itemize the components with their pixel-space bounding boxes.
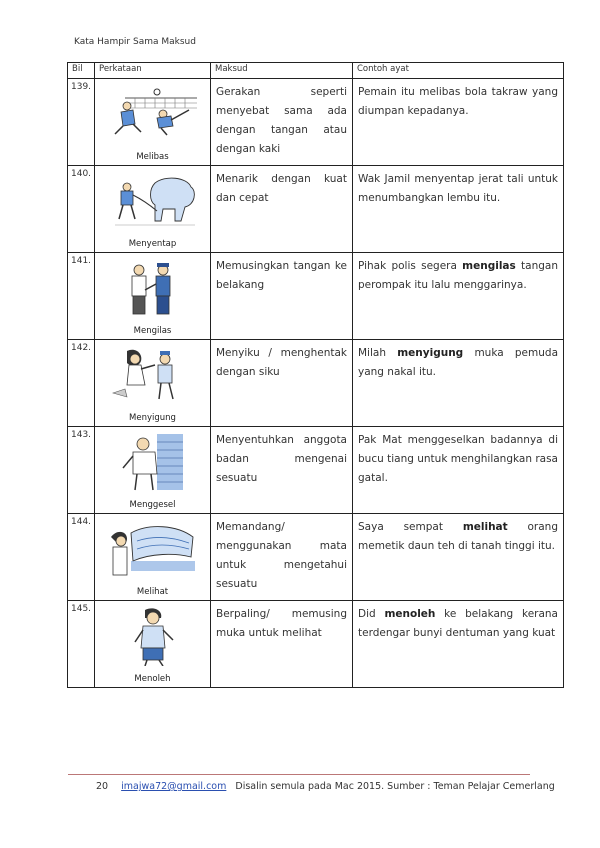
table-header-row [68,63,564,79]
word-cell [95,340,211,427]
contoh-text-end: tangan perompak itu lalu menggarinya. [358,260,558,291]
contoh-text: Wak Jamil menyentap jerat tali untuk menumbangkan lembu itu. [358,173,558,204]
word-label: Menyentap [128,239,177,249]
header-maksud: Maksud [211,63,353,79]
table-row [68,340,564,427]
row-number: 140. [68,166,95,253]
page-title: Kata Hampir Sama Maksud [74,37,196,47]
table-row [68,514,564,601]
word-label: Mengilas [133,326,172,336]
menggesel-illustration [105,432,201,492]
contoh-text: Saya sempat [358,521,463,533]
contoh-text: Pemain itu melibas bola takraw yang diumpan kepadanya. [358,86,558,117]
word-label: Menggesel [129,500,176,510]
contoh-cell [353,79,564,166]
header-bil: Bil [68,63,95,79]
contoh-cell [353,166,564,253]
word-label: Melibas [136,152,169,162]
contoh-text-end: muka pemuda yang nakal itu. [358,347,559,378]
source-note: Disalin semula pada Mac 2015. Sumber : Teman Pelajar Cemerlang [235,781,555,792]
maksud-cell: Menyiku / menghentak dengan siku [211,340,353,427]
contoh-keyword: melihat [462,521,508,533]
row-number: 145. [68,601,95,688]
table-row [68,253,564,340]
table-row [68,166,564,253]
contoh-cell [353,514,564,601]
author-email-link[interactable]: imajwa72@gmail.com [121,781,227,792]
mengilas-illustration [105,258,201,318]
vocabulary-table [67,62,564,688]
contoh-text-end: orang memetik daun teh di tanah tinggi itu. [358,521,558,552]
melibas-illustration [105,84,201,136]
contoh-text: Milah [358,347,398,359]
header-contoh-ayat: Contoh ayat [353,63,564,79]
table-row [68,601,564,688]
menoleh-illustration [105,606,201,666]
contoh-keyword: menyigung [397,347,464,359]
row-number: 142. [68,340,95,427]
maksud-cell: Memandang/ menggunakan mata untuk mengetahui sesuatu [211,514,353,601]
contoh-keyword: menoleh [384,608,436,620]
table-row [68,79,564,166]
menyigung-illustration [105,345,201,405]
row-number: 141. [68,253,95,340]
contoh-cell [353,253,564,340]
header-perkataan: Perkataan [95,63,211,79]
page-number: 20 [96,781,109,792]
page-footer [96,781,555,792]
contoh-text: Pihak polis segera [358,260,463,272]
melihat-illustration [105,519,201,579]
word-label: Menoleh [134,674,171,684]
maksud-cell: Menyentuhkan anggota badan mengenai sesuatu [211,427,353,514]
word-cell [95,514,211,601]
word-label: Melihat [136,587,169,597]
table-row [68,427,564,514]
maksud-cell: Menarik dengan kuat dan cepat [211,166,353,253]
word-cell [95,427,211,514]
contoh-text: Pak Mat menggeselkan badannya di bucu tiang untuk menghilangkan rasa gatal. [358,434,558,484]
contoh-cell [353,601,564,688]
word-cell [95,253,211,340]
row-number: 143. [68,427,95,514]
word-cell [95,601,211,688]
contoh-cell [353,340,564,427]
maksud-cell: Memusingkan tangan ke belakang [211,253,353,340]
maksud-cell: Berpaling/ memusing muka untuk melihat [211,601,353,688]
word-cell [95,166,211,253]
contoh-cell [353,427,564,514]
word-cell [95,79,211,166]
contoh-text: Did [358,608,385,620]
row-number: 144. [68,514,95,601]
contoh-keyword: mengilas [462,260,516,272]
word-label: Menyigung [129,413,176,423]
row-number: 139. [68,79,95,166]
maksud-cell: Gerakan seperti menyebat sama ada dengan tangan atau dengan kaki [211,79,353,166]
menyentap-illustration [105,171,201,229]
footer-divider [68,774,530,775]
contoh-text-end: ke belakang kerana terdengar bunyi dentuman yang kuat [358,608,558,639]
